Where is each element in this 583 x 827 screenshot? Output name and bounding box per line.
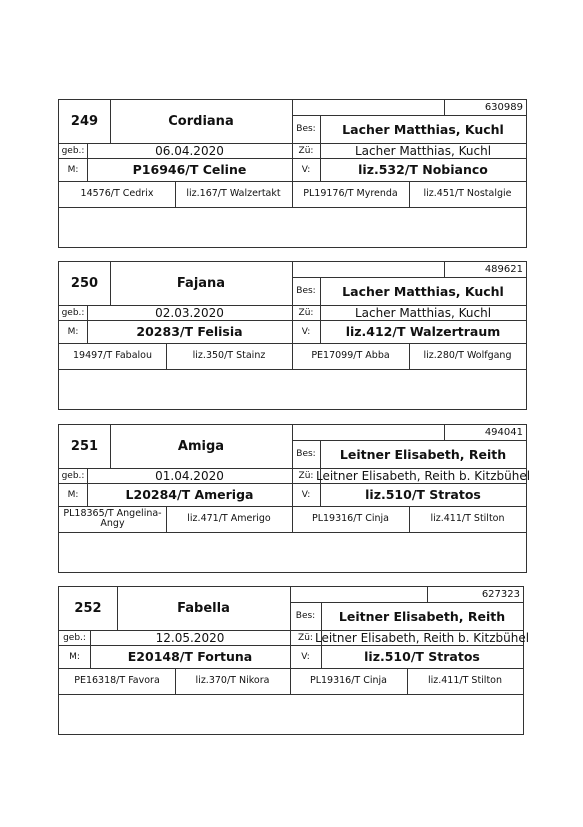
sire-side-ancestor: liz.411/T Stilton bbox=[427, 675, 503, 686]
catalog-number: 251 bbox=[70, 439, 99, 454]
dam-sire-ancestor: 14576/T Cedrix bbox=[80, 188, 154, 199]
notes-area bbox=[59, 207, 526, 247]
birth-date: 06.04.2020 bbox=[155, 143, 224, 158]
dam-label: M: bbox=[67, 164, 79, 175]
sire-dam-ancestor: PL19316/T Cinja bbox=[309, 675, 388, 686]
sire-name: liz.510/T Stratos bbox=[364, 649, 480, 664]
owner-label: Bes: bbox=[295, 611, 316, 621]
catalog-number: 250 bbox=[70, 276, 99, 291]
divider bbox=[290, 668, 291, 694]
breeder-name: Leitner Elisabeth, Reith b. Kitzbühel bbox=[314, 630, 530, 645]
breeder-name: Lacher Matthias, Kuchl bbox=[354, 143, 492, 158]
sire-name: liz.510/T Stratos bbox=[365, 487, 481, 502]
horse-entry-card bbox=[58, 424, 531, 573]
registration-number: 627323 bbox=[481, 589, 520, 600]
breeder-label: Zü: bbox=[298, 307, 314, 318]
dam-label: M: bbox=[67, 489, 79, 500]
sire-label: V: bbox=[301, 164, 311, 175]
horse-name: Cordiana bbox=[168, 114, 234, 129]
dam-name: E20148/T Fortuna bbox=[127, 649, 253, 664]
sire-dam-ancestor: PL19316/T Cinja bbox=[311, 513, 390, 524]
registration-number: 494041 bbox=[484, 427, 523, 438]
breeder-name: Leitner Elisabeth, Reith b. Kitzbühel bbox=[315, 468, 531, 483]
sire-name: liz.532/T Nobianco bbox=[358, 162, 488, 177]
dam-side-ancestor: liz.471/T Amerigo bbox=[187, 513, 271, 524]
owner-name: Lacher Matthias, Kuchl bbox=[342, 121, 504, 137]
horse-name: Fajana bbox=[176, 276, 226, 291]
horse-entry-card bbox=[58, 99, 527, 248]
registration-number: 630989 bbox=[484, 102, 523, 113]
catalog-number: 252 bbox=[74, 601, 102, 616]
divider bbox=[292, 181, 293, 207]
dam-sire-ancestor: PE16318/T Favora bbox=[74, 675, 160, 686]
dam-label: M: bbox=[69, 651, 80, 662]
breeder-label: Zü: bbox=[298, 145, 314, 156]
sire-name: liz.412/T Walzertraum bbox=[345, 324, 501, 339]
catalog-number: 249 bbox=[70, 114, 99, 129]
horse-entry-card bbox=[58, 586, 530, 735]
owner-name: Leitner Elisabeth, Reith bbox=[338, 608, 506, 624]
breeder-label: Zü: bbox=[298, 632, 313, 643]
dam-name: 20283/T Felisia bbox=[136, 324, 243, 339]
horse-entry-card bbox=[58, 261, 527, 410]
born-label: geb.: bbox=[63, 632, 86, 643]
breeder-label: Zü: bbox=[298, 470, 314, 481]
notes-area bbox=[59, 369, 526, 409]
owner-label: Bes: bbox=[296, 124, 316, 134]
sire-side-ancestor: liz.411/T Stilton bbox=[430, 513, 505, 524]
sire-dam-ancestor: PE17099/T Abba bbox=[311, 350, 390, 361]
sire-side-ancestor: liz.451/T Nostalgie bbox=[423, 188, 512, 199]
sire-dam-ancestor: PL19176/T Myrenda bbox=[303, 188, 398, 199]
owner-name: Lacher Matthias, Kuchl bbox=[342, 283, 504, 299]
dam-side-ancestor: liz.350/T Stainz bbox=[192, 350, 266, 361]
dam-label: M: bbox=[67, 326, 79, 337]
notes-area bbox=[59, 532, 526, 572]
breeder-name: Lacher Matthias, Kuchl bbox=[354, 305, 492, 320]
owner-name: Leitner Elisabeth, Reith bbox=[339, 446, 507, 462]
horse-name: Amiga bbox=[177, 439, 225, 454]
sire-label: V: bbox=[301, 489, 311, 500]
sire-side-ancestor: liz.280/T Wolfgang bbox=[423, 350, 512, 361]
sire-label: V: bbox=[301, 326, 311, 337]
birth-date: 01.04.2020 bbox=[155, 468, 224, 483]
registration-number: 489621 bbox=[484, 264, 523, 275]
dam-side-ancestor: liz.167/T Walzertakt bbox=[186, 188, 281, 199]
dam-sire-ancestor: PL18365/T Angelina-Angy bbox=[63, 508, 162, 529]
birth-date: 02.03.2020 bbox=[155, 305, 224, 320]
dam-sire-ancestor: 19497/T Fabalou bbox=[73, 350, 152, 361]
born-label: geb.: bbox=[61, 307, 85, 318]
sire-label: V: bbox=[301, 651, 310, 662]
horse-name: Fabella bbox=[177, 601, 230, 616]
owner-label: Bes: bbox=[296, 449, 316, 459]
divider bbox=[292, 343, 293, 369]
born-label: geb.: bbox=[61, 145, 85, 156]
divider bbox=[292, 506, 293, 532]
born-label: geb.: bbox=[61, 470, 85, 481]
dam-side-ancestor: liz.370/T Nikora bbox=[195, 675, 270, 686]
dam-name: P16946/T Celine bbox=[132, 162, 247, 177]
dam-name: L20284/T Ameriga bbox=[125, 487, 254, 502]
owner-label: Bes: bbox=[296, 286, 316, 296]
notes-area bbox=[59, 694, 523, 734]
birth-date: 12.05.2020 bbox=[155, 630, 225, 645]
